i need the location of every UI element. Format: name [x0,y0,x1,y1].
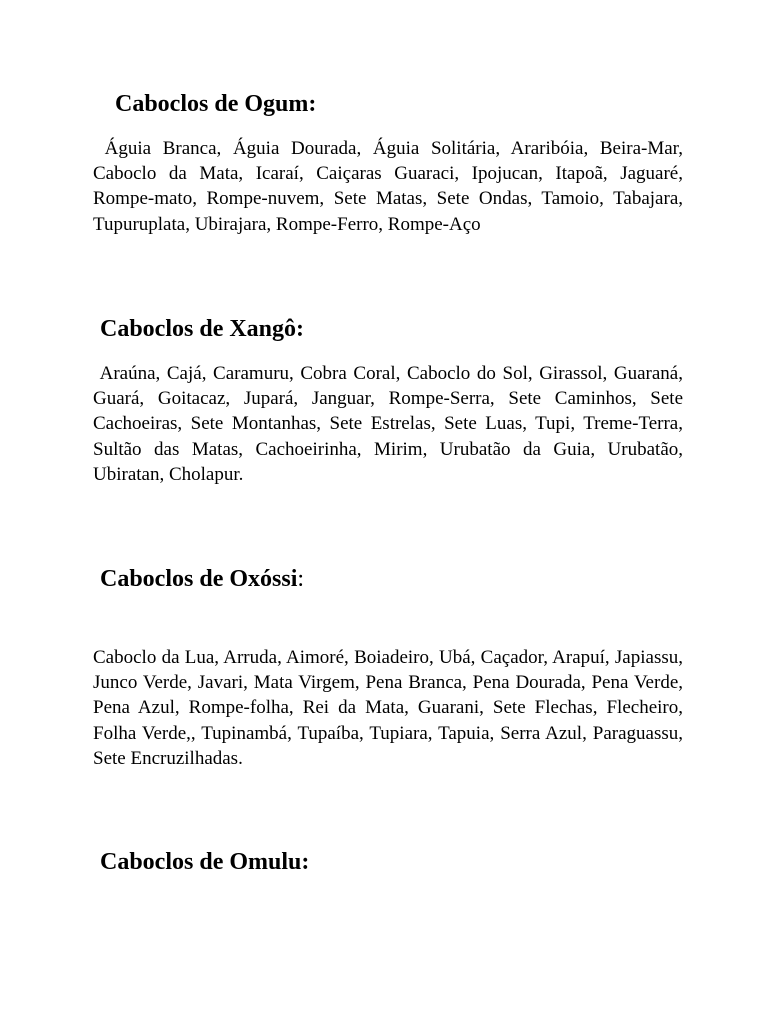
heading-oxossi-title: Caboclos de Oxóssi [100,566,298,592]
heading-omulu [100,848,309,876]
heading-xango-colon: : [296,316,305,342]
heading-oxossi [100,565,304,593]
paragraph-oxossi: Caboclo da Lua, Arruda, Aimoré, Boiadeiro, Ubá, Caçador, Arapuí, Japiassu, Junco Verde, Javari, Mata Virgem, Pena Branca, Pena Dourada, Pena Verde, Pena Azul, Rompe-folha, Rei da Mata, Guarani, Sete Flechas, Flecheiro, Folha Verde,, Tupinambá, Tupaíba, Tupiara, Tapuia, Serra Azul, Paraguassu, Sete Encruzilhadas. [93,647,683,769]
paragraph-ogum: Águia Branca, Águia Dourada, Águia Solitária, Araribóia, Beira-Mar, Caboclo da Mata, Icaraí, Caiçaras Guaraci, Ipojucan, Itapoã, Jaguaré, Rompe-mato, Rompe-nuvem, Sete Matas, Sete Ondas, Tamoio, Tabajara, Tupuruplata, Ubirajara, Rompe-Ferro, Rompe-Aço [93,138,683,235]
heading-omulu-colon: : [301,849,310,875]
heading-xango [100,315,304,343]
heading-ogum-colon: : [308,91,317,117]
heading-ogum [115,90,316,118]
heading-oxossi-colon: : [297,566,305,592]
heading-omulu-title: Caboclos de Omulu [100,849,302,875]
heading-xango-title: Caboclos de Xangô [100,316,297,342]
heading-ogum-title: Caboclos de Ogum [115,91,309,117]
paragraph-xango: Araúna, Cajá, Caramuru, Cobra Coral, Caboclo do Sol, Girassol, Guaraná, Guará, Goitacaz, Jupará, Janguar, Rompe-Serra, Sete Caminhos, Sete Cachoeiras, Sete Montanhas, Sete Estrelas, Sete Luas, Tupi, Treme-Terra, Sultão das Matas, Cachoeirinha, Mirim, Urubatão da Guia, Urubatão, Ubiratan, Cholapur. [93,363,683,485]
